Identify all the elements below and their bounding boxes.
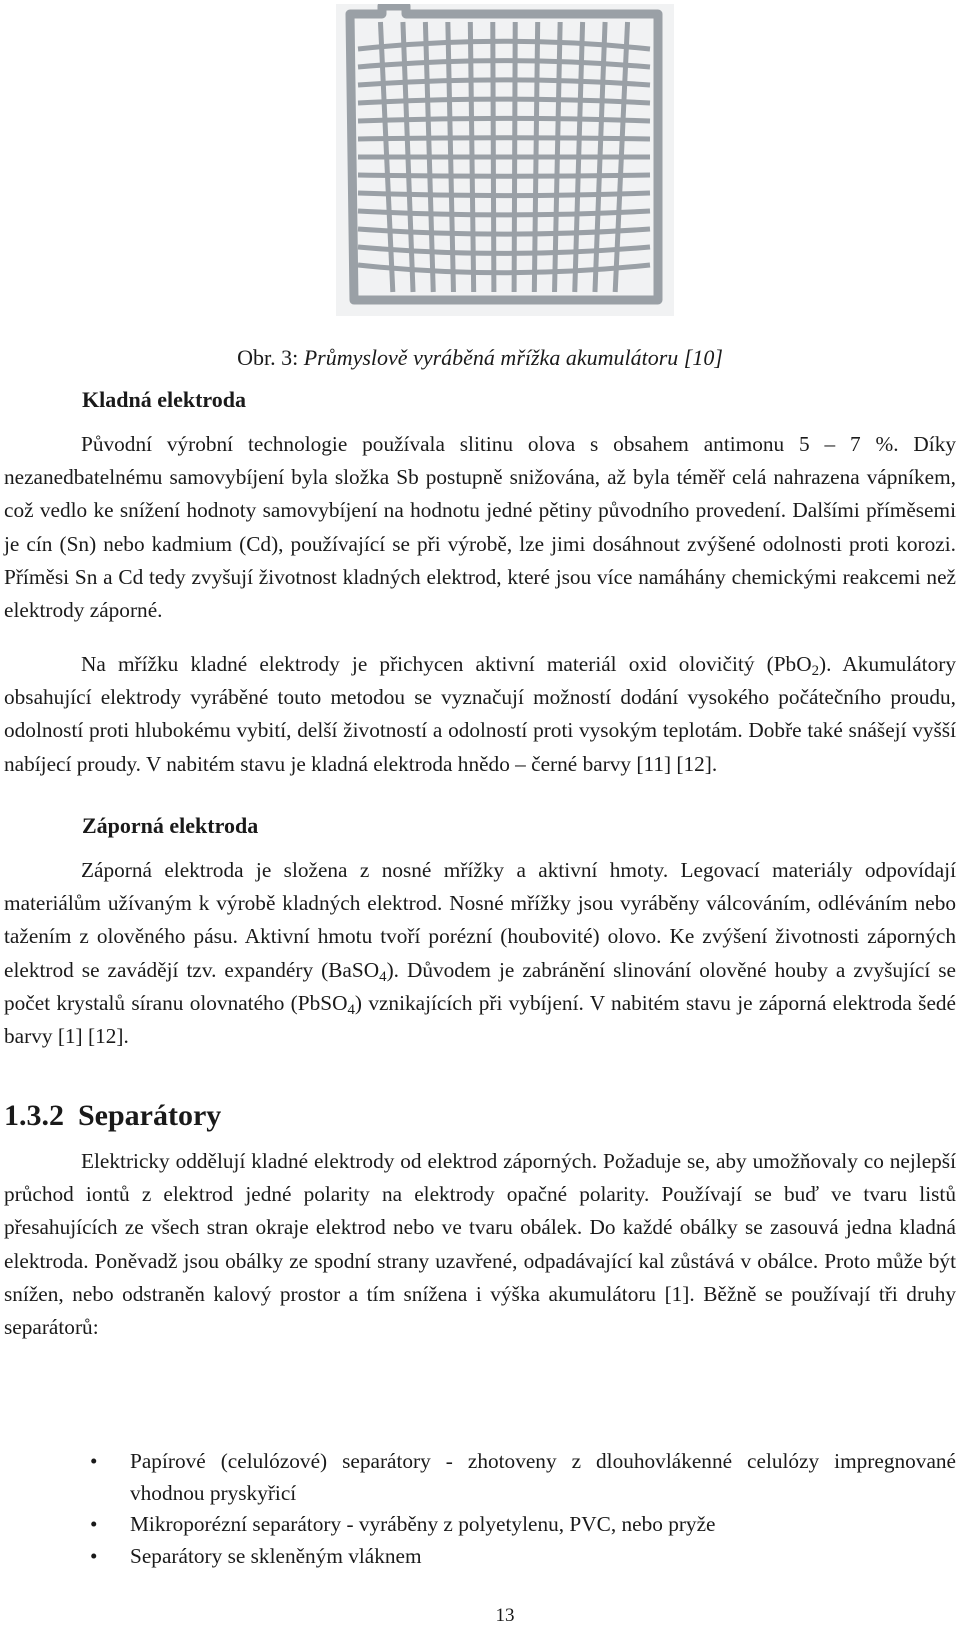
- section-title: Separátory: [78, 1099, 222, 1132]
- paragraph-kladna-2: [4, 648, 956, 781]
- subscript: 2: [811, 663, 820, 679]
- paragraph-text: ). Akumulátory obsahující elektrody vyráběné touto metodou se vyznačují možností dodání vysokého počátečního proudu, odolností proti hlubokému vybití, delší životností a odolností proti vysokým teplotám. Dobře také snášejí vyšší nabíjecí proudy. V nabitém stavu je kladná elektroda hnědo – černé barvy [11] [12].: [4, 652, 956, 776]
- battery-grid-image: [336, 4, 674, 316]
- heading-kladna-elektroda: Kladná elektroda: [82, 387, 247, 412]
- grid-bar-horizontal: [358, 193, 650, 196]
- subscript: 4: [347, 1001, 355, 1018]
- separator-types-list: [0, 1446, 956, 1572]
- grid-bar-horizontal: [358, 99, 650, 103]
- list-item: [0, 1446, 956, 1509]
- paragraph-text: ) vznikajících při vybíjení. V nabitém stavu je záporná elektroda šedé barvy [1] [12].: [4, 990, 956, 1049]
- grid-bar-horizontal: [358, 138, 650, 139]
- list-item: [0, 1509, 956, 1541]
- grid-bar-horizontal: [358, 247, 650, 253]
- paragraph-text: Záporná elektroda je složena z nosné mřížky a aktivní hmoty. Legovací materiály odpovídají materiálům užívaným k výrobě kladných elektrod. Nosné mřížky jsou vyráběny válcováním, odléváním nebo tažením z olověného pásu. Aktivní hmotu tvoří porézní (houbovité) olovo. Ke zvýšení životnosti záporných elektrod se zavádějí tzv. expandéry (BaSO: [4, 858, 956, 982]
- paragraph-separatory: Elektricky oddělují kladné elektrody od elektrod záporných. Požaduje se, aby umožňovaly co nejlepší průchod iontů z elektrod jedné polarity na elektrody opačné polarity. Používají se buď ve tvaru listů přesahujících ze všech stran okraje elektrod nebo ve tvaru obálek. Do každé obálky se zasouvá jedna kladná elektroda. Poněvadž jsou obálky ze spodní strany uzavřené, odpadávající kal zůstává v obálce. Proto může být snížen, nebo odstraněn kalový prostor a tím snížena i výška akumulátoru [1]. Běžně se používají tři druhy separátorů:: [4, 1149, 956, 1340]
- bullet-icon: •: [90, 1512, 98, 1536]
- page-number: 13: [495, 1605, 515, 1626]
- grid-bar-horizontal: [358, 265, 650, 273]
- list-item-text: Papírové (celulózové) separátory - zhotoveny z dlouhovlákenné celulózy impregnované vhodnou pryskyřicí: [130, 1449, 956, 1505]
- paragraph-kladna-1: [4, 428, 956, 627]
- bullet-icon: •: [90, 1449, 98, 1473]
- grid-bar-horizontal: [358, 61, 650, 67]
- paragraph-text: Původní výrobní technologie používala slitinu olova s obsahem antimonu 5 – 7 %. Díky nezanedbatelnému samovybíjení byla složka Sb postupně snižována, až byla téměř celá nahrazena vápníkem, což vedlo ke snížení hodnoty samovybíjení na hodnotu jedné pětiny původního provedení. Dalšími příměsemi je cín (Sn) nebo kadmium (Cd), používající se při výrobě, lze jimi dosáhnout zvýšené odolnosti proti korozi. Příměsi Sn a Cd tedy zvyšují životnost kladných elektrod, které jsou více namáhány chemickými reakcemi než elektrody záporné.: [4, 432, 956, 623]
- bullet-icon: •: [90, 1543, 98, 1568]
- grid-bar-horizontal: [358, 211, 650, 215]
- paragraph-zaporna: [4, 854, 956, 1053]
- section-heading-separatory: [4, 1098, 221, 1134]
- grid-bar-horizontal: [358, 175, 650, 176]
- caption-prefix: Obr. 3:: [237, 345, 304, 370]
- list-item: [0, 1541, 956, 1573]
- heading-zaporna-elektroda: Záporná elektroda: [82, 813, 259, 838]
- grid-bar-horizontal: [358, 80, 650, 85]
- list-item-text: Mikroporézní separátory - vyráběny z polyetylenu, PVC, nebo pryže: [130, 1512, 716, 1536]
- grid-bar-horizontal: [358, 229, 650, 234]
- subscript: 4: [379, 968, 387, 985]
- paragraph-text: Na mřížku kladné elektrody je přichycen aktivní materiál oxid olovičitý (PbO: [81, 652, 812, 676]
- grid-bar-horizontal: [358, 118, 650, 121]
- section-number: 1.3.2: [4, 1099, 64, 1132]
- caption-text: Průmyslově vyráběná mřížka akumulátoru [10]: [303, 345, 723, 370]
- figure-caption: [0, 344, 960, 372]
- list-item-text: Separátory se skleněným vláknem: [130, 1543, 422, 1568]
- battery-grid-figure: [336, 4, 674, 316]
- paragraph-text: ). Důvodem je zabránění slinování olověné houby a zvyšující se počet krystalů síranu olovnatého (PbSO: [4, 957, 956, 1015]
